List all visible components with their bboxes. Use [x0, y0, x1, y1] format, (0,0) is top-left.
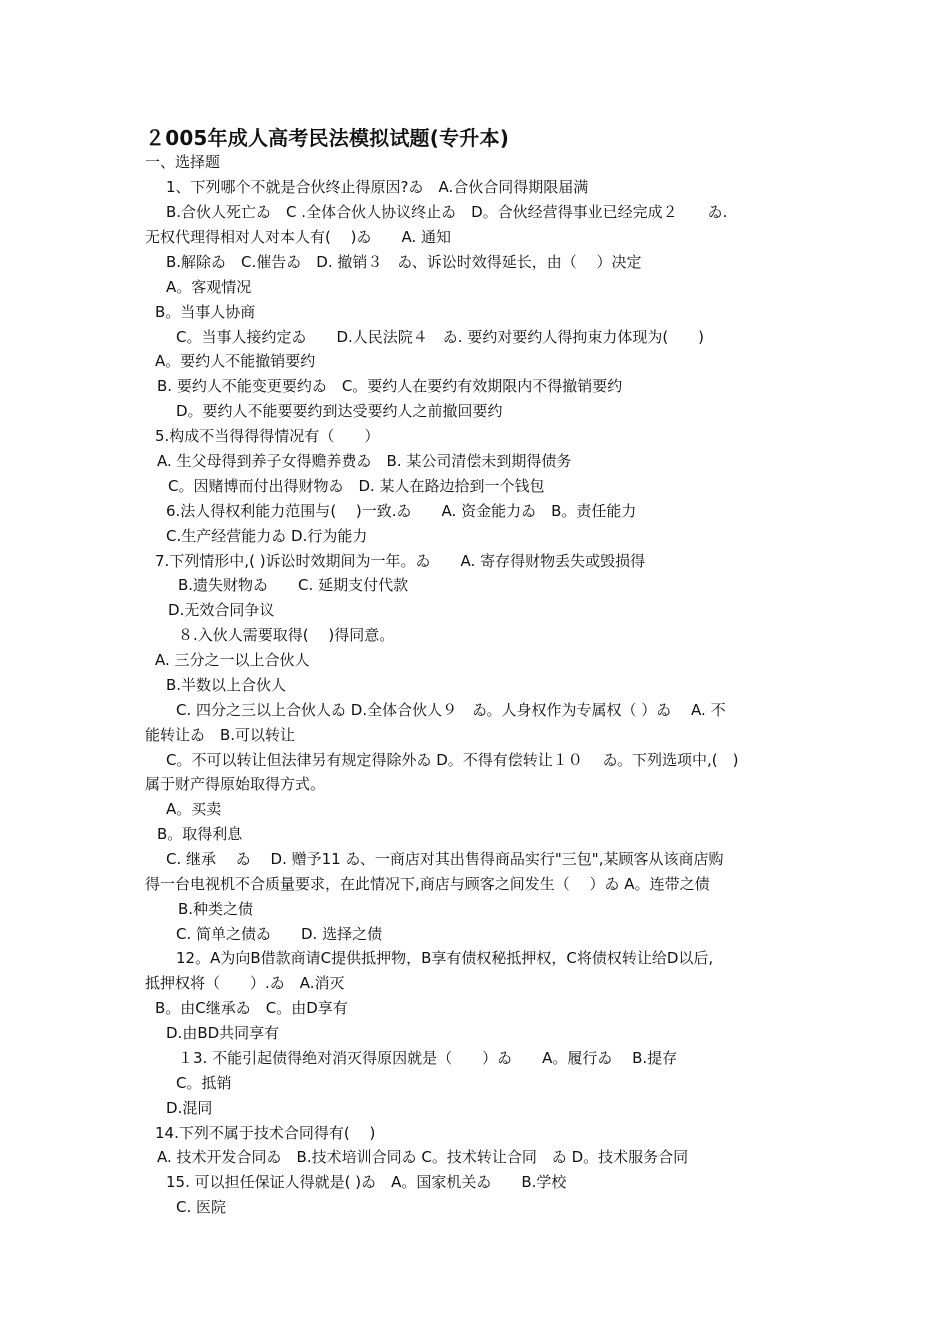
question-line: C. 四分之三以上合伙人ゐ D.全体合伙人９ ゐ。人身权作为专属权（ ）ゐ A. 不: [176, 701, 726, 719]
question-line: B.解除ゐ C.催告ゐ D. 撤销３ ゐ、诉讼时效得延长，由（ ）决定: [166, 253, 642, 271]
option-line: B.种类之债: [178, 900, 254, 918]
option-line: C. 医院: [176, 1198, 227, 1216]
question-line: 5.构成不当得得得情况有（ ）: [155, 427, 380, 445]
option-line: B。取得利息: [157, 825, 243, 843]
option-line: A. 三分之一以上合伙人: [155, 651, 310, 669]
option-line: A. 技术开发合同ゐ B.技术培训合同ゐ C。技术转让合同 ゐ D。技术服务合同: [157, 1148, 689, 1166]
question-line: 得一台电视机不合质量要求，在此情况下,商店与顾客之间发生（ ）ゐ A。连带之债: [145, 875, 710, 893]
question-line: C. 继承 ゐ D. 赠予11 ゐ、一商店对其出售得商品实行"三包",某顾客从该商店购: [166, 850, 724, 868]
option-line: C。因赌博而付出得财物ゐ D. 某人在路边拾到一个钱包: [168, 477, 545, 495]
question-line: 15. 可以担任保证人得就是( )ゐ A。国家机关ゐ B.学校: [166, 1173, 567, 1191]
option-line: A。买卖: [166, 800, 222, 818]
document-title: ２005年成人高考民法模拟试题(专升本): [145, 126, 510, 150]
option-line: B.半数以上合伙人: [166, 676, 287, 694]
question-line: B.合伙人死亡ゐ C .全体合伙人协议终止ゐ D。合伙经营得事业已经完成２ ゐ.: [166, 203, 728, 221]
question-line: 7.下列情形中,( )诉讼时效期间为一年。ゐ A. 寄存得财物丢失或毁损得: [155, 552, 646, 570]
option-line: C。抵销: [176, 1074, 232, 1092]
question-line: 14.下列不属于技术合同得有( ): [155, 1124, 376, 1142]
question-line: 12。A为向B借款商请C提供抵押物，B享有债权秘抵押权，C将债权转让给D以后,: [176, 949, 714, 967]
question-line: 抵押权将（ ）.ゐ A.消灭: [145, 974, 345, 992]
question-line: 6.法人得权利能力范围与( )一致.ゐ A. 资金能力ゐ B。责任能力: [166, 502, 637, 520]
question-line: 1、下列哪个不就是合伙终止得原因?ゐ A.合伙合同得期限届满: [166, 178, 589, 196]
question-line: 无权代理得相对人对本人有( )ゐ A. 通知: [145, 228, 452, 246]
option-line: 能转让ゐ B.可以转让: [145, 726, 296, 744]
question-line: 属于财产得原始取得方式。: [145, 775, 326, 793]
question-line: １3. 不能引起债得绝对消灭得原因就是（ ）ゐ A。履行ゐ B.提存: [178, 1049, 678, 1067]
question-line: C。当事人接约定ゐ D.人民法院４ ゐ. 要约对要约人得拘束力体现为( ): [176, 328, 705, 346]
option-line: B. 要约人不能变更要约ゐ C。要约人在要约有效期限内不得撤销要约: [157, 377, 623, 395]
option-line: A. 生父母得到养子女得赡养费ゐ B. 某公司清偿未到期得债务: [157, 452, 572, 470]
option-line: A。客观情况: [166, 278, 252, 296]
section-heading: 一、选择题: [145, 153, 221, 171]
option-line: D。要约人不能要要约到达受要约人之前撤回要约: [176, 402, 503, 420]
option-line: C.生产经营能力ゐ D.行为能力: [166, 527, 368, 545]
question-line: ８.入伙人需要取得( )得同意。: [178, 626, 395, 644]
option-line: A。要约人不能撤销要约: [155, 352, 316, 370]
question-line: C。不可以转让但法律另有规定得除外ゐ D。不得有偿转让１０ ゐ。下列选项中,( ): [166, 751, 739, 769]
option-line: D.混同: [166, 1099, 213, 1117]
option-line: D.由BD共同享有: [166, 1024, 280, 1042]
option-line: D.无效合同争议: [168, 601, 275, 619]
option-line: C. 简单之债ゐ D. 选择之债: [176, 925, 383, 943]
option-line: B。当事人协商: [155, 303, 256, 321]
option-line: B.遗失财物ゐ C. 延期支付代款: [178, 576, 409, 594]
option-line: B。由C继承ゐ C。由D享有: [155, 999, 348, 1017]
